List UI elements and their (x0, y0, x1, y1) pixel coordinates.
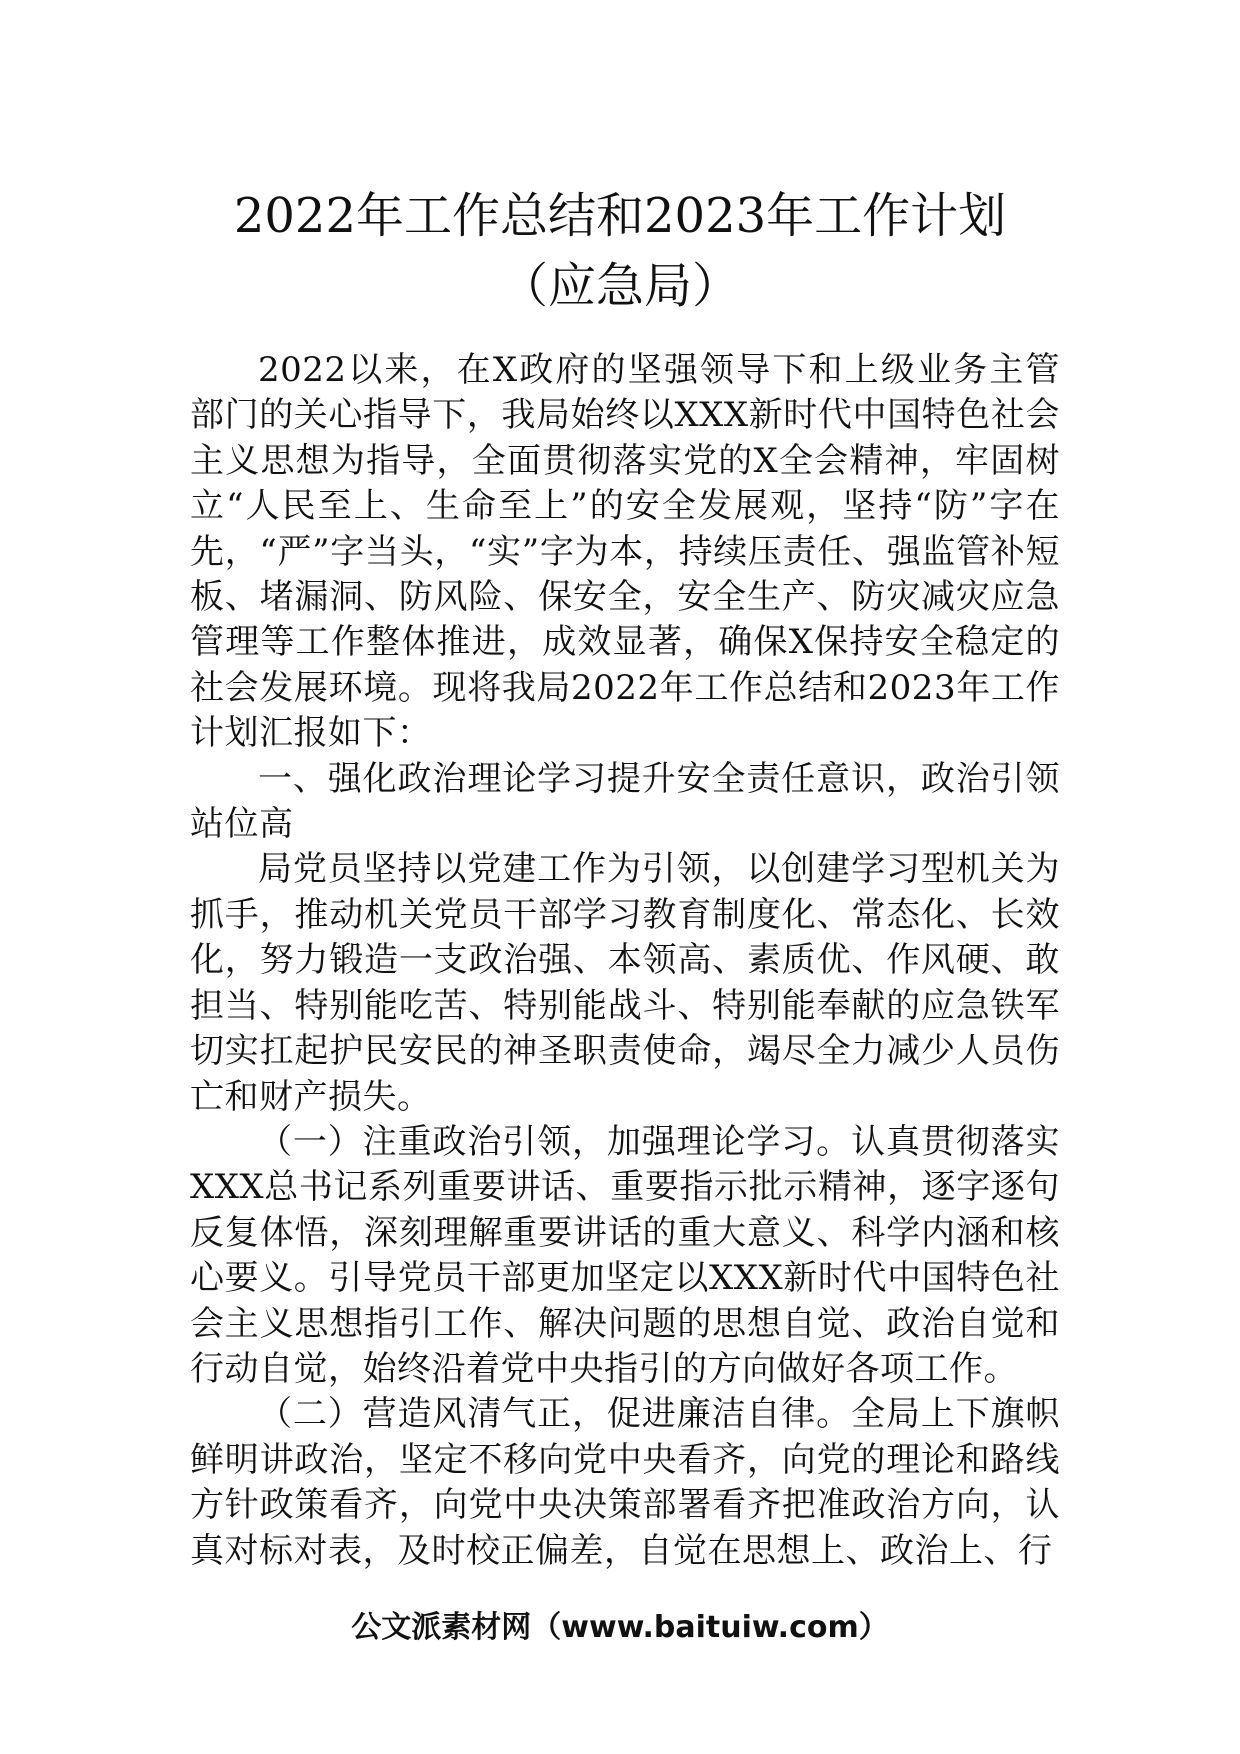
document-body (190, 348, 1060, 1574)
body-paragraph: （一）注重政治引领，加强理论学习。认真贯彻落实XXX总书记系列重要讲话、重要指示批示精神，逐字逐句反复体悟，深刻理解重要讲话的重大意义、科学内涵和核心要义。引导党员干部更加坚定以XXX新时代中国特色社会主义思想指引工作、解决问题的思想自觉、政治自觉和行动自觉，始终沿着党中央指引的方向做好各项工作。 (190, 1121, 1060, 1389)
body-paragraph: （二）营造风清气正，促进廉洁自律。全局上下旗帜鲜明讲政治，坚定不移向党中央看齐，向党的理论和路线方针政策看齐，向党中央决策部署看齐把准政治方向，认真对标对表，及时校正偏差，自觉在思想上、政治上、行 (190, 1394, 1060, 1571)
document-subtitle: （应急局） (499, 258, 740, 314)
footer-watermark: 公文派素材网（www.baituiw.com） (351, 1610, 889, 1645)
intro-paragraph: 2022以来，在X政府的坚强领导下和上级业务主管部门的关心指导下，我局始终以XXX新时代中国特色社会主义思想为指导，全面贯彻落实党的X全会精神，牢固树立“人民至上、生命至上”的安全发展观，坚持“防”字在先，“严”字当头，“实”字为本，持续压责任、强监管补短板、堵漏洞、防风险、保安全，安全生产、防灾减灾应急管理等工作整体推进，成效显著，确保X保持安全稳定的社会发展环境。现将我局2022年工作总结和2023年工作计划汇报如下： (190, 350, 1060, 754)
section-heading: 一、强化政治理论学习提升安全责任意识，政治引领站位高 (190, 758, 1060, 845)
body-paragraph: 局党员坚持以党建工作为引领，以创建学习型机关为抓手，推动机关党员干部学习教育制度化、常态化、长效化，努力锻造一支政治强、本领高、素质优、作风硬、敢担当、特别能吃苦、特别能战斗、特别能奉献的应急铁军切实扛起护民安民的神圣职责使命，竭尽全力减少人员伤亡和财产损失。 (190, 849, 1060, 1117)
document-title: 2022年工作总结和2023年工作计划 (233, 188, 1007, 244)
